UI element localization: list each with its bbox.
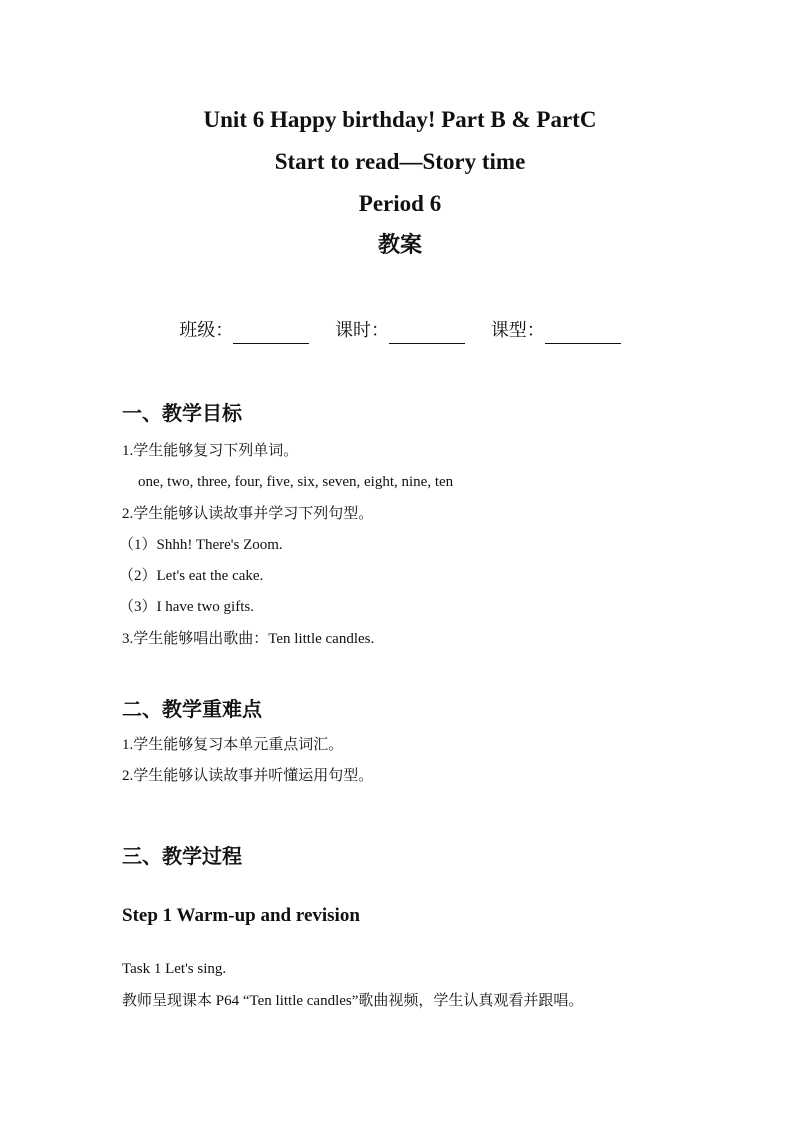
objective-sentence-2: （2）Let's eat the cake. [119, 568, 264, 584]
title-unit: Unit 6 Happy birthday! Part B & PartC [203, 107, 597, 132]
info-line [0, 318, 800, 344]
title-lesson-plan: 教案 [377, 233, 422, 258]
key-point-item-2: 2.学生能够认读故事并听懂运用句型。 [122, 768, 374, 784]
title-subtitle: Start to read—Story time [274, 149, 526, 174]
class-blank [233, 323, 309, 344]
objective-item-3: 3.学生能够唱出歌曲：Ten little candles. [122, 631, 375, 647]
type-field [491, 318, 621, 344]
key-point-item-1: 1.学生能够复习本单元重点词汇。 [122, 737, 344, 753]
step-1-heading: Step 1 Warm-up and revision [122, 905, 360, 926]
period-field [335, 318, 465, 344]
objective-sentence-3: （3）I have two gifts. [119, 599, 254, 615]
type-blank [545, 323, 621, 344]
period-label: 课时： [335, 320, 389, 341]
task-1-title: Task 1 Let's sing. [122, 961, 227, 977]
objective-sentence-1: （1）Shhh! There's Zoom. [119, 537, 283, 553]
title-period: Period 6 [358, 191, 442, 216]
objective-item-2: 2.学生能够认读故事并学习下列句型。 [122, 506, 374, 522]
heading-process: 三、教学过程 [122, 844, 242, 868]
type-label: 课型： [490, 320, 545, 341]
heading-key-points: 二、教学重难点 [122, 697, 262, 721]
period-blank [389, 323, 465, 344]
objective-words: one, two, three, four, five, six, seven, eight, nine, ten [138, 474, 454, 490]
class-label: 班级： [179, 320, 234, 341]
heading-objectives: 一、教学目标 [122, 401, 242, 425]
class-field [179, 318, 309, 344]
task-1-description: 教师呈现课本 P64 “Ten little candles”歌曲视频，学生认真观看并跟唱。 [122, 993, 584, 1009]
objective-item-1: 1.学生能够复习下列单词。 [122, 443, 299, 459]
